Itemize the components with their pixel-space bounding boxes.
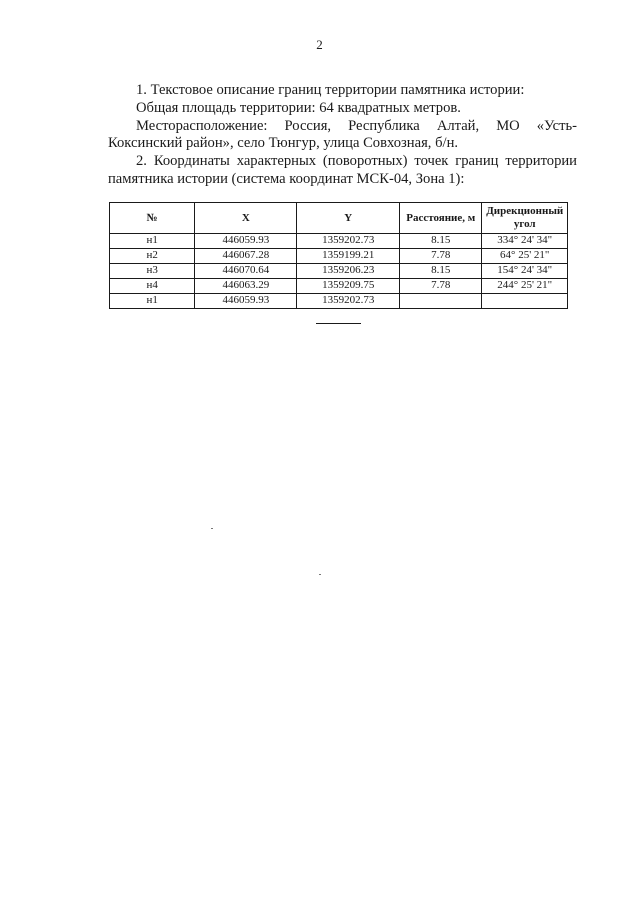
table-row [110, 234, 568, 249]
x-cell: 446067.28 [195, 249, 297, 264]
distance-cell: 8.15 [400, 234, 482, 249]
x-cell: 446059.93 [195, 234, 297, 249]
header-number: № [110, 203, 195, 234]
distance-cell: 7.78 [400, 279, 482, 294]
area-paragraph: Общая площадь территории: 64 квадратных метров. [136, 99, 461, 116]
scan-speck [319, 574, 321, 575]
point-cell: н4 [110, 279, 195, 294]
angle-cell [482, 294, 568, 309]
y-cell: 1359202.73 [297, 294, 400, 309]
angle-cell: 154° 24' 34" [482, 264, 568, 279]
coordinates-table [109, 202, 568, 309]
point-cell: н1 [110, 234, 195, 249]
section-2-heading: 2. Координаты характерных (поворотных) точек границ территории памятника истории (система координат МСК-04, Зона 1): [108, 153, 577, 187]
table-row [110, 294, 568, 309]
distance-cell: 7.78 [400, 249, 482, 264]
angle-cell: 244° 25' 21" [482, 279, 568, 294]
point-cell: н2 [110, 249, 195, 264]
x-cell: 446063.29 [195, 279, 297, 294]
y-cell: 1359202.73 [297, 234, 400, 249]
point-cell: н3 [110, 264, 195, 279]
y-cell: 1359199.21 [297, 249, 400, 264]
location-paragraph: Месторасположение: Россия, Республика Алтай, МО «Усть-Коксинский район», село Тюнгур, улица Совхозная, б/н. [108, 117, 577, 152]
distance-cell [400, 294, 482, 309]
distance-cell: 8.15 [400, 264, 482, 279]
y-cell: 1359206.23 [297, 264, 400, 279]
x-cell: 446059.93 [195, 294, 297, 309]
table-header-row [110, 203, 568, 234]
header-direction-angle: Дирекционный угол [482, 203, 568, 234]
angle-cell: 334° 24' 34" [482, 234, 568, 249]
table-row [110, 279, 568, 294]
document-body [108, 82, 577, 189]
angle-cell: 64° 25' 21" [482, 249, 568, 264]
section-1-heading: 1. Текстовое описание границ территории памятника истории: [136, 82, 525, 98]
scan-speck [211, 528, 213, 529]
point-cell: н1 [110, 294, 195, 309]
page-number: 2 [316, 37, 323, 52]
header-distance: Расстояние, м [400, 203, 482, 234]
table-row [110, 264, 568, 279]
header-x: X [195, 203, 297, 234]
y-cell: 1359209.75 [297, 279, 400, 294]
end-of-content-rule [316, 323, 361, 324]
table-row [110, 249, 568, 264]
header-y: Y [297, 203, 400, 234]
x-cell: 446070.64 [195, 264, 297, 279]
